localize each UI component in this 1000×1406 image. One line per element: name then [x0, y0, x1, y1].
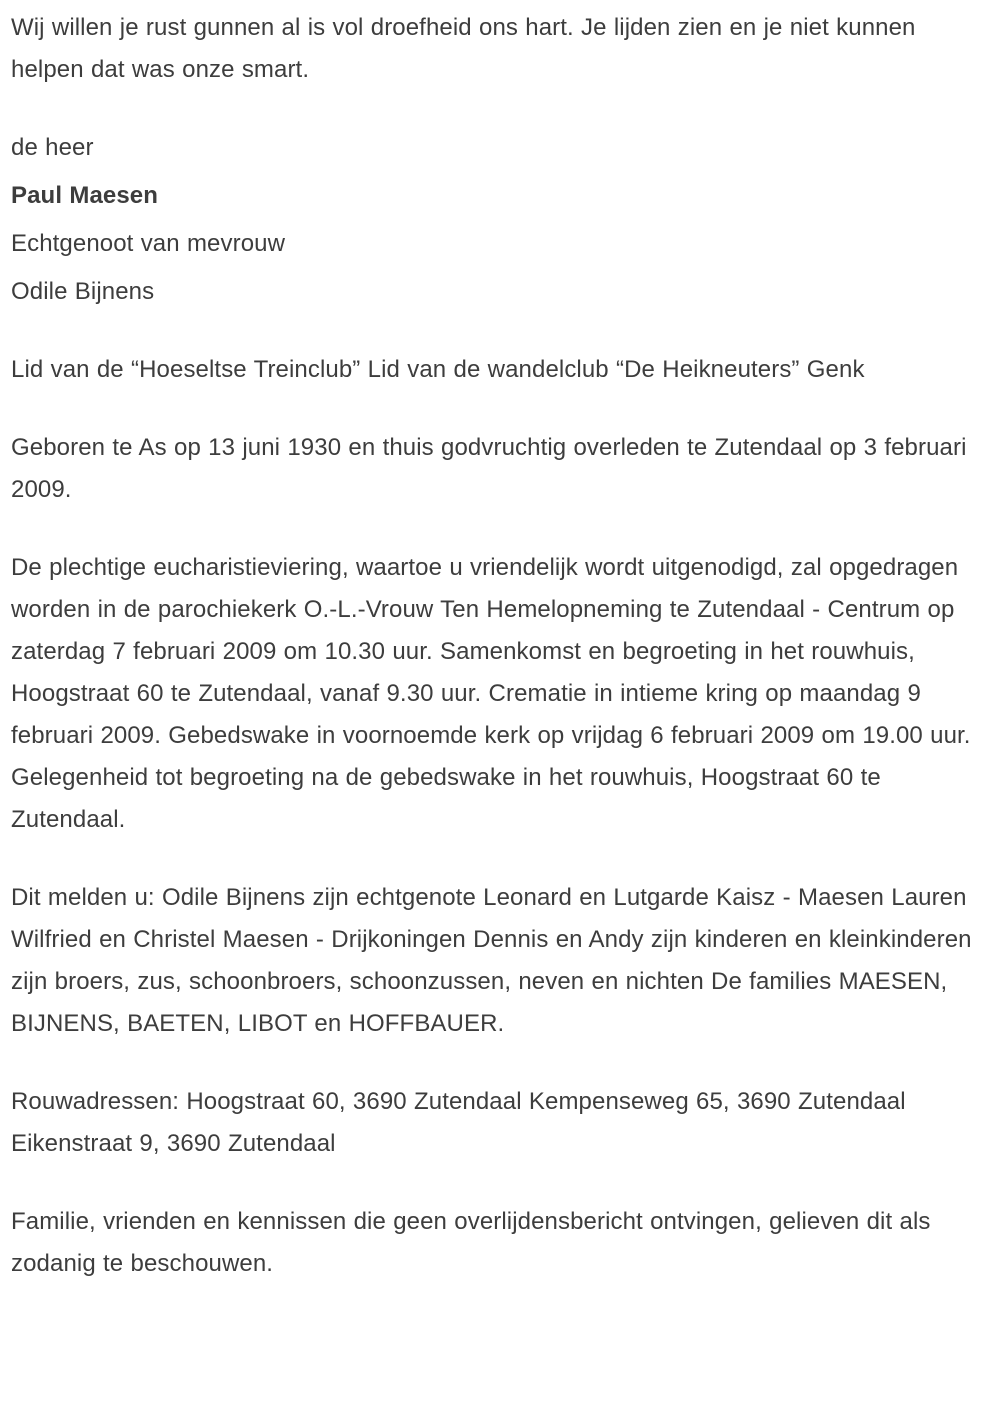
spouse-intro: Echtgenoot van mevrouw — [11, 230, 286, 257]
ceremony-details: De plechtige eucharistieviering, waartoe u vriendelijk wordt uitgenodigd, zal opgedragen worden in de parochiekerk O.-L.-Vrouw Ten Hemelopneming te Zutendaal - Centrum op zaterdag 7 februari 2009 om 10.30 uur. Samenkomst en begroeting in het rouwhuis, Hoogstraat 60 te Zutendaal, vanaf 9.30 uur. Crematie in intieme kring op maandag 9 februari 2009. Gebedswake in voornoemde kerk op vrijdag 6 februari 2009 om 19.00 uur. Gelegenheid tot begroeting na de gebedswake in het rouwhuis, Hoogstraat 60 te Zutendaal. — [11, 554, 971, 833]
mourning-addresses: Rouwadressen: Hoogstraat 60, 3690 Zutendaal Kempenseweg 65, 3690 Zutendaal Eikenstraat 9, 3690 Zutendaal — [11, 1088, 906, 1157]
opening-verse: Wij willen je rust gunnen al is vol droefheid ons hart. Je lijden zien en je niet kunnen helpen dat was onze smart. — [11, 14, 916, 83]
birth-death-line: Geboren te As op 13 juni 1930 en thuis godvruchtig overleden te Zutendaal op 3 februari 2009. — [11, 434, 967, 503]
spouse-name: Odile Bijnens — [11, 278, 155, 305]
deceased-name: Paul Maesen — [11, 182, 158, 209]
closing-note: Familie, vrienden en kennissen die geen overlijdensbericht ontvingen, gelieven dit als zodanig te beschouwen. — [11, 1208, 931, 1277]
salutation: de heer — [11, 134, 94, 161]
family-announcement: Dit melden u: Odile Bijnens zijn echtgenote Leonard en Lutgarde Kaisz - Maesen Lauren Wilfried en Christel Maesen - Drijkoningen Dennis en Andy zijn kinderen en kleinkinderen zijn broers, zus, schoonbroers, schoonzussen, neven en nichten De families MAESEN, BIJNENS, BAETEN, LIBOT en HOFFBAUER. — [11, 884, 972, 1037]
memberships: Lid van de “Hoeseltse Treinclub” Lid van de wandelclub “De Heikneuters” Genk — [11, 356, 865, 383]
